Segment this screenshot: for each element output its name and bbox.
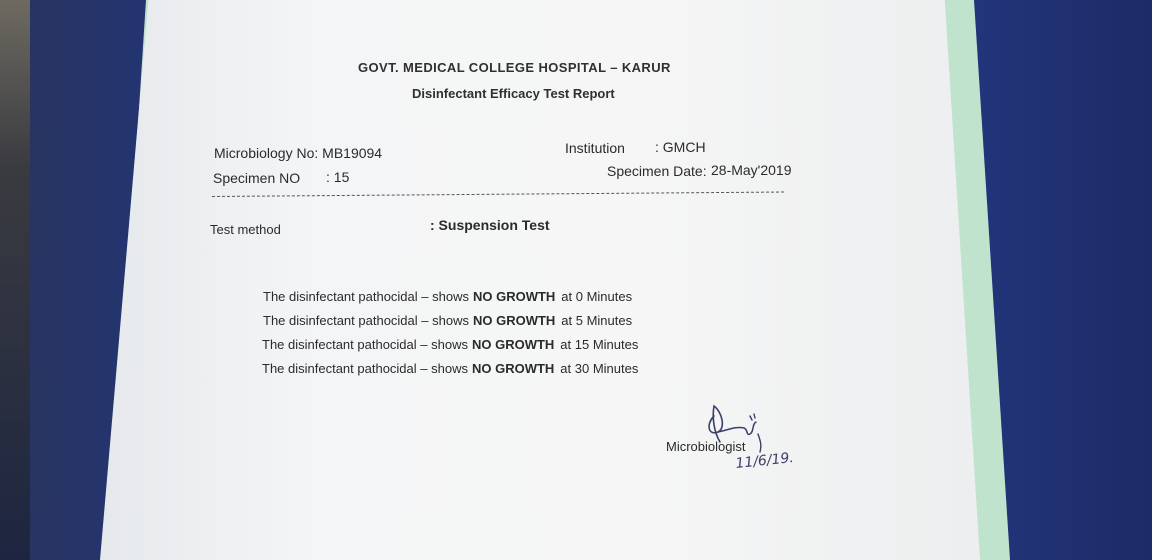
result-prefix: The disinfectant pathocidal – shows [263, 289, 469, 304]
microbiology-number: Microbiology No: MB19094 [214, 145, 383, 161]
result-time: at 5 Minutes [561, 313, 633, 328]
test-method-value: : Suspension Test [430, 217, 550, 233]
result-prefix: The disinfectant pathocidal – shows [263, 313, 469, 328]
test-method-label: Test method [210, 222, 281, 237]
result-growth: NO GROWTH [471, 361, 555, 376]
result-row [262, 337, 638, 352]
institution-label: Institution [565, 140, 625, 156]
result-growth: NO GROWTH [472, 289, 556, 304]
report-title: Disinfectant Efficacy Test Report [412, 86, 615, 101]
specimen-no-value: : 15 [326, 169, 350, 185]
specimen-no-label: Specimen NO [213, 170, 301, 186]
result-growth: NO GROWTH [471, 337, 555, 352]
result-prefix: The disinfectant pathocidal – shows [262, 337, 468, 352]
report-paper [100, 0, 980, 560]
hospital-name: GOVT. MEDICAL COLLEGE HOSPITAL – KARUR [358, 60, 671, 75]
result-row [263, 289, 632, 304]
result-time: at 0 Minutes [561, 289, 633, 304]
institution-value: : GMCH [655, 139, 706, 155]
background-object [0, 0, 30, 560]
result-row [263, 313, 632, 328]
result-prefix: The disinfectant pathocidal – shows [262, 361, 468, 376]
result-time: at 30 Minutes [560, 361, 639, 376]
result-row [262, 361, 638, 376]
specimen-date-label: Specimen Date: [607, 163, 707, 179]
handwritten-signature [700, 398, 810, 473]
result-time: at 15 Minutes [560, 337, 639, 352]
specimen-date-value: 28-May'2019 [711, 162, 792, 178]
result-growth: NO GROWTH [472, 313, 556, 328]
signature-date: 11/6/19. [734, 449, 795, 472]
microbiologist-label: Microbiologist [666, 439, 746, 454]
